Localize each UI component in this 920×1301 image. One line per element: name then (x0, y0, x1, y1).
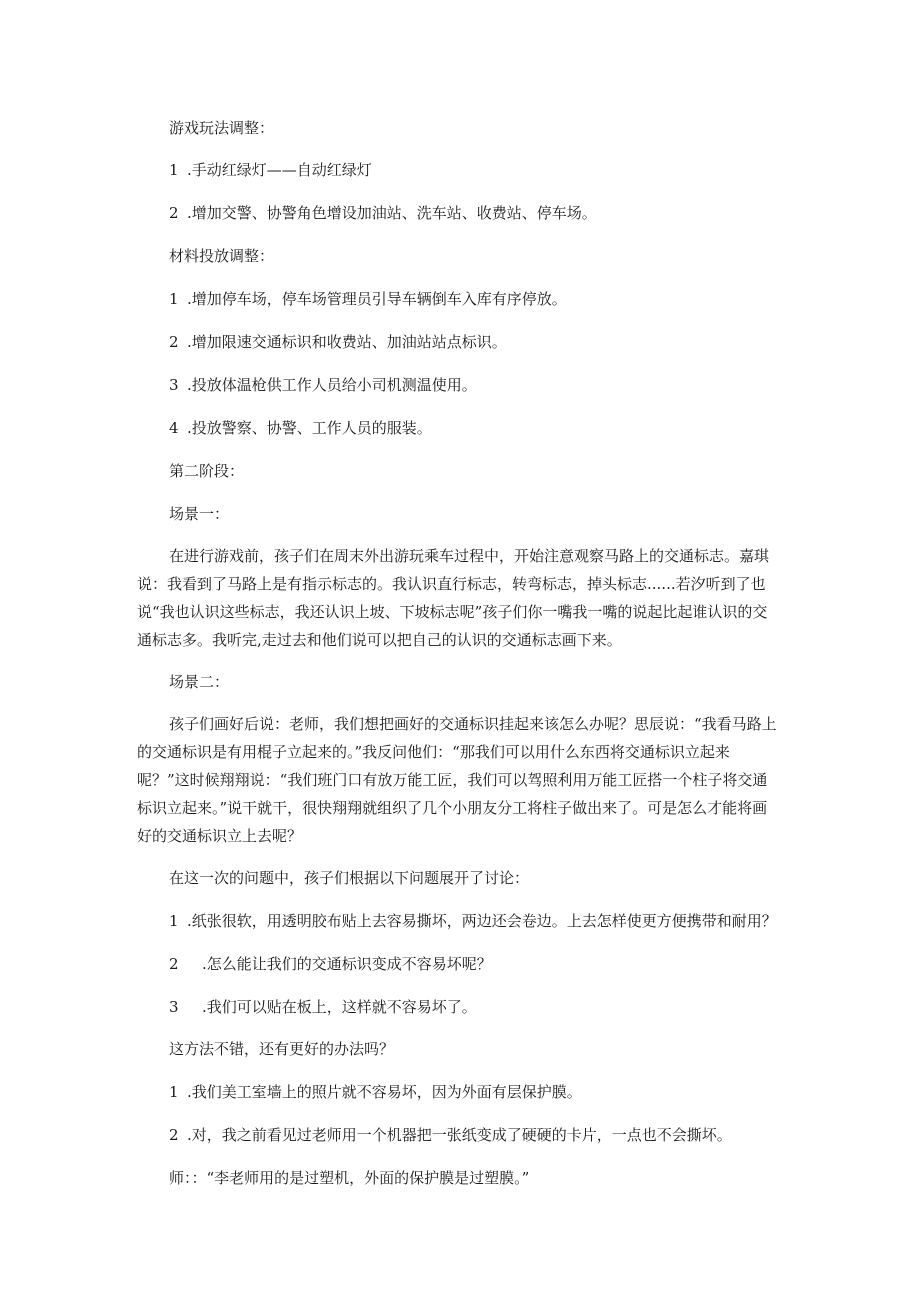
list-number: 2 (169, 204, 179, 222)
list-text: .对，我之前看见过老师用一个机器把一张纸变成了硬硬的卡片，一点也不会撕坏。 (187, 1126, 732, 1144)
list-text: .增加限速交通标识和收费站、加油站站点标识。 (187, 333, 507, 351)
list-text: .手动红绿灯——自动红绿灯 (187, 161, 372, 179)
list-text: .增加停车场，停车场管理员引导车辆倒车入库有序停放。 (187, 290, 567, 308)
list-text: .我们可以贴在板上，这样就不容易坏了。 (202, 998, 477, 1016)
list-item (169, 375, 477, 395)
list-number: 2 (169, 1126, 179, 1144)
list-item (169, 1125, 732, 1145)
list-item (169, 332, 507, 352)
list-item (169, 160, 372, 180)
list-number: 2 (169, 333, 179, 351)
list-text: .纸张很软，用透明胶布贴上去容易撕坏，两边还会卷边。上去怎样使更方便携带和耐用？ (187, 912, 777, 930)
list-number: 1 (169, 912, 179, 930)
section-title-game: 游戏玩法调整： (169, 119, 275, 137)
list-text: .投放警察、协警、工作人员的服装。 (187, 419, 432, 437)
scene-one-paragraph: 在进行游戏前，孩子们在周末外出游玩乘车过程中，开始注意观察马路上的交通标志。嘉琪说：我看到了马路上是有指示标志的。我认识直行标志，转弯标志，掉头标志......若汐听到了也说“我也认识这些标志，我还认识上坡、下坡标志呢”孩子们你一嘴我一嘴的说起比起谁认识的交通标志多。我听完,走过去和他们说可以把自己的认识的交通标志画下来。 (137, 547, 770, 649)
list-number: 3 (169, 998, 179, 1016)
list-item (169, 1082, 582, 1102)
list-number: 1 (169, 1083, 179, 1101)
list-item (169, 911, 777, 931)
better-question: 这方法不错，还有更好的办法吗？ (169, 1040, 395, 1058)
list-number: 1 (169, 161, 179, 179)
stage-heading: 第二阶段： (169, 462, 245, 480)
scene-two-paragraph: 孩子们画好后说：老师，我们想把画好的交通标识挂起来该怎么办呢？思辰说：“我看马路上的交通标识是有用棍子立起来的。”我反问他们：“那我们可以用什么东西将交通标识立起来呢？”这时候翔翔说：“我们班门口有放万能工匠，我们可以驾照利用万能工匠搭一个柱子将交通标识立起来。”说干就干，很快翔翔就组织了几个小朋友分工将柱子做出来了。可是怎么才能将画好的交通标识立上去呢？ (137, 715, 777, 845)
list-text: .怎么能让我们的交通标识变成不容易坏呢？ (202, 955, 492, 973)
list-item (169, 289, 567, 309)
section-title-material: 材料投放调整： (169, 247, 275, 265)
list-item (169, 203, 597, 223)
scene-one-heading: 场景一： (169, 505, 230, 523)
list-item (169, 997, 477, 1017)
scene-two-heading: 场景二： (169, 673, 230, 691)
list-number: 2 (169, 955, 179, 973)
discussion-intro: 在这一次的问题中，孩子们根据以下问题展开了讨论： (169, 869, 530, 887)
teacher-line: 师：：“李老师用的是过塑机，外面的保护膜是过塑膜。” (169, 1169, 530, 1187)
list-text: .投放体温枪供工作人员给小司机测温使用。 (187, 376, 477, 394)
list-item (169, 954, 492, 974)
list-item (169, 418, 432, 438)
list-text: .我们美工室墙上的照片就不容易坏，因为外面有层保护膜。 (187, 1083, 582, 1101)
list-number: 4 (169, 419, 179, 437)
list-text: .增加交警、协警角色增设加油站、洗车站、收费站、停车场。 (187, 204, 597, 222)
list-number: 3 (169, 376, 179, 394)
list-number: 1 (169, 290, 179, 308)
